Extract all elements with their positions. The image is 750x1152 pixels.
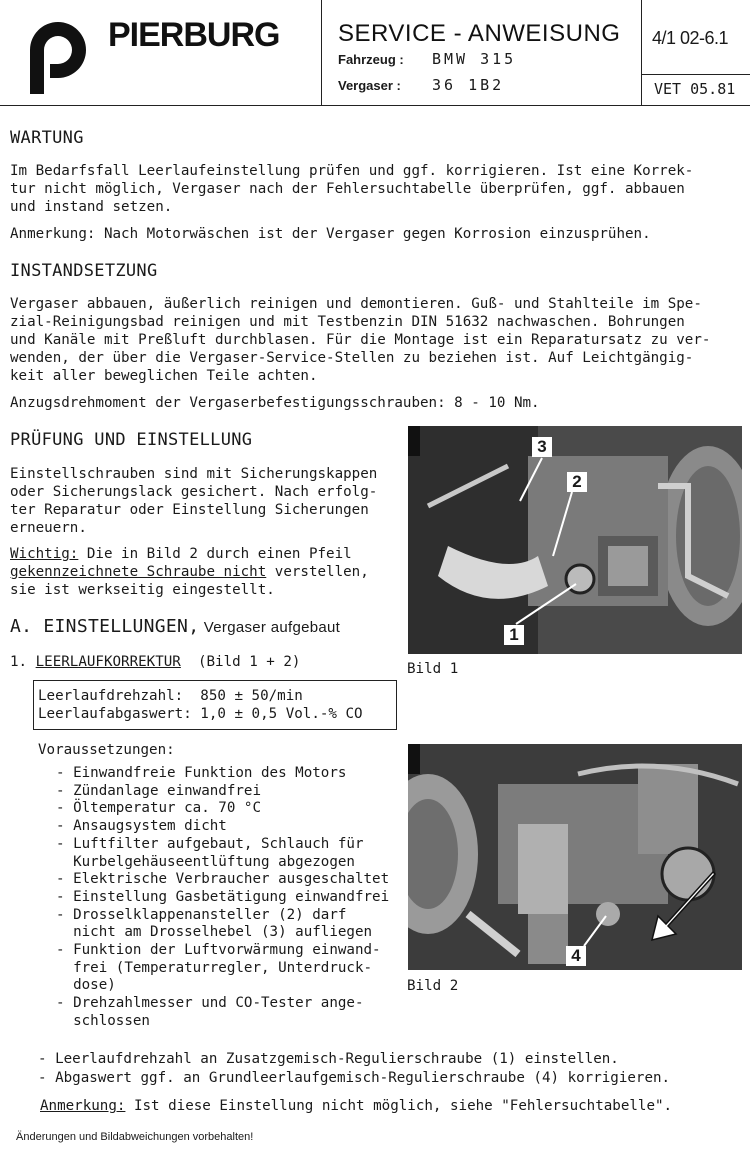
wartung-line-2: tur nicht möglich, Vergaser nach der Fehlersuchtabelle überprüfen, ggf. abbauen: [10, 181, 685, 197]
spec-idle-speed: Leerlaufdrehzahl: 850 ± 50/min: [38, 688, 303, 704]
heading-einstellungen: [10, 616, 340, 637]
list-item: - Einstellung Gasbetätigung einwandfrei: [56, 888, 390, 905]
list-item: - Funktion der Luftvorwärmung einwand-: [56, 942, 381, 959]
list-item: - Luftfilter aufgebaut, Schlauch für: [56, 835, 364, 852]
spec-co-value: Leerlaufabgaswert: 1,0 ± 0,5 Vol.-% CO: [38, 706, 363, 722]
leader-lines-bild-1: [408, 426, 742, 654]
wichtig-nicht: nicht: [223, 564, 267, 580]
list-item: - Drosselklappenansteller (2) darf: [56, 906, 347, 923]
document-number: 4/1 02-6.1: [652, 28, 729, 48]
wichtig-text-b: verstellen,: [266, 564, 369, 580]
wartung-line-1: Im Bedarfsfall Leerlaufeinstellung prüfen und ggf. korrigieren. Ist eine Korrek-: [10, 163, 694, 179]
instand-line-5: keit aller beweglichen Teile achten.: [10, 368, 318, 384]
item-1-heading: [10, 653, 300, 671]
wichtig-text: Die in Bild 2 durch einen Pfeil: [78, 546, 352, 562]
heading-wartung: WARTUNG: [10, 128, 84, 148]
document-header: [0, 0, 750, 106]
heading-pruefung: PRÜFUNG UND EINSTELLUNG: [10, 430, 253, 450]
pruefung-line-2: oder Sicherungslack gesichert. Nach erfolg-: [10, 484, 378, 500]
wichtig-line-1: [10, 545, 352, 563]
divider: [642, 74, 750, 75]
callout-2: 2: [567, 472, 587, 492]
list-item: nicht am Drosselhebel (3) aufliegen: [56, 924, 373, 941]
brand-block: [0, 0, 322, 106]
list-item: - Ansaugsystem dicht: [56, 818, 227, 835]
callout-3: 3: [532, 437, 552, 457]
anmerkung-2-label: Anmerkung:: [40, 1098, 126, 1114]
wartung-line-3: und instand setzen.: [10, 199, 173, 215]
list-item: - Öltemperatur ca. 70 °C: [56, 800, 261, 817]
brand-name: PIERBURG: [108, 16, 280, 54]
pruefung-line-4: erneuern.: [10, 520, 87, 536]
footer-disclaimer: Änderungen und Bildabweichungen vorbehalten!: [16, 1131, 254, 1143]
torque-spec: Anzugsdrehmoment der Vergaserbefestigungsschrauben: 8 - 10 Nm.: [10, 395, 540, 411]
item-1-number: 1.: [10, 654, 28, 670]
caption-bild-2: Bild 2: [407, 978, 459, 994]
callout-4: 4: [566, 946, 586, 966]
pierburg-logo-icon: [20, 14, 98, 94]
voraussetzungen-label: Voraussetzungen:: [38, 742, 175, 758]
list-item: frei (Temperaturregler, Unterdruck-: [56, 959, 373, 976]
item-1-reference: (Bild 1 + 2): [197, 654, 301, 670]
wartung-note: Anmerkung: Nach Motorwäschen ist der Vergaser gegen Korrosion einzusprühen.: [10, 226, 651, 242]
pruefung-line-1: Einstellschrauben sind mit Sicherungskappen: [10, 466, 378, 482]
document-code-block: [642, 0, 750, 106]
pruefung-line-3: ter Reparatur oder Einstellung Sicherungen: [10, 502, 369, 518]
conditions-list: [56, 765, 389, 1031]
list-item: - Einwandfreie Funktion des Motors: [56, 765, 347, 781]
wichtig-label: Wichtig:: [10, 546, 79, 562]
einstellungen-title: A. EINSTELLUNGEN,: [10, 616, 200, 637]
document-reference: VET 05.81: [654, 80, 736, 98]
item-1-title: LEERLAUFKORREKTUR: [35, 654, 181, 670]
wichtig-line-3: sie ist werkseitig eingestellt.: [10, 582, 275, 598]
instand-line-3: und Kanäle mit Preßluft durchblasen. Für die Montage ist ein Reparatursatz zu ver-: [10, 332, 711, 348]
list-item: dose): [56, 977, 116, 994]
instand-line-1: Vergaser abbauen, äußerlich reinigen und demontieren. Guß- und Stahlteile im Spe-: [10, 296, 702, 312]
vehicle-value: BMW 315: [432, 50, 517, 68]
list-item: - Zündanlage einwandfrei: [56, 782, 261, 799]
leader-lines-bild-2: [408, 744, 742, 970]
anmerkung-2: [40, 1097, 672, 1115]
list-item: - Drehzahlmesser und CO-Tester ange-: [56, 995, 364, 1012]
heading-instandsetzung: INSTANDSETZUNG: [10, 261, 158, 281]
instand-line-2: zial-Reinigungsbad reinigen und mit Testbenzin DIN 51632 nachwaschen. Bohrungen: [10, 314, 685, 330]
list-item: - Elektrische Verbraucher ausgeschaltet: [56, 871, 390, 888]
carburetor-label: Vergaser :: [338, 78, 401, 93]
step-2: - Abgaswert ggf. an Grundleerlaufgemisch-Regulierschraube (4) korrigieren.: [38, 1070, 671, 1086]
instand-line-4: wenden, der über die Vergaser-Service-Stellen zu beziehen ist. Auf Leichtgängig-: [10, 350, 694, 366]
einstellungen-subtitle: Vergaser aufgebaut: [199, 619, 341, 636]
caption-bild-1: Bild 1: [407, 661, 459, 677]
step-1: - Leerlaufdrehzahl an Zusatzgemisch-Regulierschraube (1) einstellen.: [38, 1051, 619, 1067]
anmerkung-2-text: Ist diese Einstellung nicht möglich, siehe "Fehlersuchtabelle".: [125, 1098, 673, 1114]
title-block: [322, 0, 642, 106]
vehicle-label: Fahrzeug :: [338, 52, 404, 67]
list-item: schlossen: [56, 1012, 150, 1029]
wichtig-line-2: [10, 563, 369, 581]
wichtig-text-a: gekennzeichnete Schraube: [10, 564, 224, 580]
callout-1: 1: [504, 625, 524, 645]
carburetor-value: 36 1B2: [432, 76, 505, 94]
list-item: Kurbelgehäuseentlüftung abgezogen: [56, 853, 355, 870]
document-title: SERVICE - ANWEISUNG: [338, 20, 621, 47]
spec-box: [33, 680, 397, 730]
